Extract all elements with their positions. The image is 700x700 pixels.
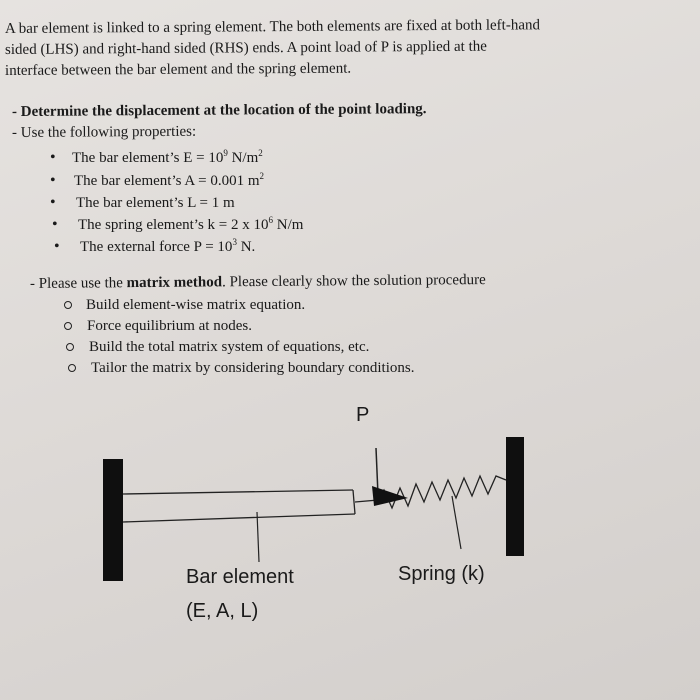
property-text: The bar element’s A = 0.001 m	[74, 173, 260, 189]
method-bold: matrix method	[126, 274, 223, 292]
method-suffix: . Please clearly show the solution procedure	[221, 272, 486, 291]
step-item: Force equilibrium at nodes.	[87, 318, 252, 334]
property-tail: N/m	[273, 217, 304, 233]
spring-label: Spring (k)	[398, 563, 485, 585]
property-text: The bar element’s E = 10	[72, 150, 224, 166]
left-wall	[103, 459, 123, 581]
task-determine: - Determine the displacement at the location of the point loading.	[11, 101, 427, 120]
property-sup: 6	[268, 215, 274, 225]
intro-line-3: interface between the bar element and the spring element.	[4, 60, 352, 79]
bullet-icon: •	[50, 172, 56, 189]
bullet-icon: •	[52, 216, 58, 233]
bullet-icon: •	[50, 194, 56, 211]
property-tail-sup: 2	[258, 148, 263, 158]
property-sup: 3	[232, 237, 237, 247]
property-text: The spring element’s k = 2 x 10	[78, 217, 269, 233]
property-tail: N.	[236, 239, 256, 255]
step-item: Build the total matrix system of equations, etc.	[89, 339, 370, 355]
property-text: The bar element’s L = 1 m	[76, 195, 235, 211]
bar-element-label: Bar element	[186, 566, 294, 588]
spring-leader-line	[452, 496, 461, 549]
intro-line-2: sided (LHS) and right-hand sided (RHS) ends. A point load of P is applied at the	[4, 38, 487, 58]
property-sup: 2	[259, 171, 265, 181]
step-item: Tailor the matrix by considering boundary conditions.	[91, 360, 415, 376]
bar-leader-line	[257, 512, 259, 562]
right-wall	[506, 437, 524, 556]
intro-line-1: A bar element is linked to a spring element. The both elements are fixed at both left-hand	[4, 17, 541, 37]
bar-element-shape	[123, 490, 355, 522]
property-text: The external force P = 10	[80, 239, 233, 255]
property-sup: 9	[223, 148, 228, 158]
bullet-icon: •	[54, 238, 60, 255]
task-use-properties: - Use the following properties:	[11, 123, 197, 141]
load-label: P	[356, 404, 370, 426]
method-prefix: - Please use the	[29, 275, 127, 292]
load-arrow-icon	[372, 448, 408, 506]
bar-properties-label: (E, A, L)	[186, 600, 259, 622]
property-tail: N/m	[227, 150, 259, 166]
step-item: Build element-wise matrix equation.	[86, 297, 306, 313]
bullet-icon: •	[50, 149, 56, 166]
